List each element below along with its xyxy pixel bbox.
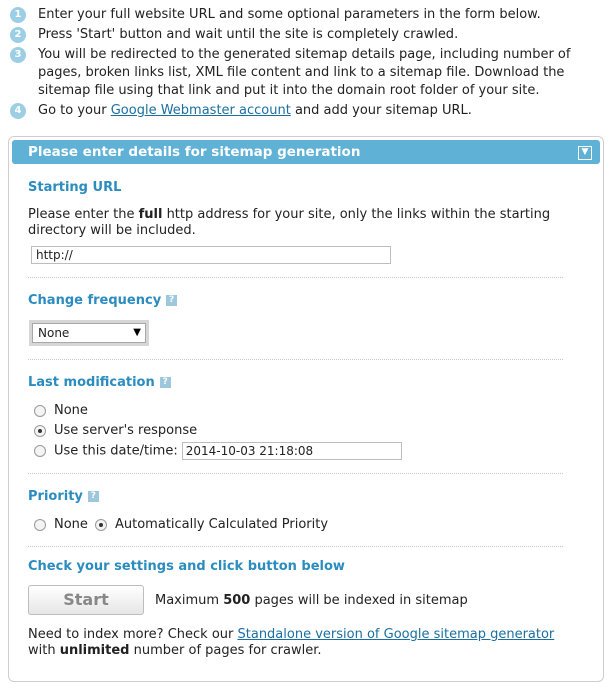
- divider: [28, 546, 563, 547]
- radio-button[interactable]: [34, 519, 46, 531]
- change-frequency-label: Change frequency: [28, 293, 162, 308]
- priority-title: [28, 489, 99, 504]
- help-icon[interactable]: ?: [166, 295, 177, 306]
- note-text: pages will be indexed in sitemap: [250, 593, 468, 608]
- starting-url-title: Starting URL: [28, 180, 122, 195]
- change-frequency-title: [28, 293, 177, 308]
- max-pages-count: 500: [223, 593, 251, 608]
- more-text: Need to index more? Check our: [28, 627, 238, 642]
- description-text: http address for your site, only the links within the starting directory will be included.: [28, 207, 551, 238]
- radio-label: None: [54, 403, 88, 418]
- standalone-version-link[interactable]: Standalone version of Google sitemap generator: [237, 627, 555, 642]
- more-text: number of pages for crawler.: [129, 643, 322, 658]
- chevron-down-icon: ▼: [133, 327, 141, 338]
- step-text: You will be redirected to the generated sitemap details page, including number of pages, broken links list, XML file content and link to a sitemap file. Download the sitemap file using that link and put it into the domain root folder of your site.: [38, 47, 571, 98]
- panel-header: [12, 140, 600, 164]
- step-text: Press 'Start' button and wait until the site is completely crawled.: [38, 27, 459, 42]
- max-pages-note: [155, 593, 468, 609]
- step-text-pre: Go to your: [38, 103, 111, 118]
- help-icon[interactable]: ?: [160, 377, 171, 388]
- unlimited-text: unlimited: [59, 643, 130, 658]
- divider: [28, 473, 563, 474]
- radio-label: Use server's response: [54, 423, 198, 438]
- more-text: with: [28, 643, 60, 658]
- divider: [28, 359, 563, 360]
- select-box[interactable]: [32, 323, 146, 343]
- note-text: Maximum: [155, 593, 224, 608]
- radio-button[interactable]: [34, 425, 46, 437]
- step-number-icon: 4: [10, 103, 26, 119]
- help-icon[interactable]: ?: [88, 491, 99, 502]
- submit-section-title: Check your settings and click button below: [28, 559, 345, 574]
- radio-button[interactable]: [95, 519, 107, 531]
- priority-label: Priority: [28, 489, 83, 504]
- radio-label: Use this date/time:: [54, 443, 178, 459]
- step-number-icon: 3: [10, 47, 26, 63]
- start-button[interactable]: Start: [28, 585, 144, 615]
- instructions-list: [8, 6, 608, 122]
- radio-label: Automatically Calculated Priority: [115, 517, 329, 532]
- radio-button[interactable]: [34, 405, 46, 417]
- change-frequency-select[interactable]: [29, 320, 149, 346]
- starting-url-description: [28, 207, 568, 239]
- radio-option-server-response[interactable]: [34, 423, 197, 439]
- radio-label: None: [54, 517, 88, 532]
- last-modification-title: [28, 375, 171, 390]
- date-time-input[interactable]: 2014-10-03 21:18:08: [182, 442, 402, 460]
- description-text: Please enter the: [28, 207, 139, 222]
- starting-url-input[interactable]: http://: [31, 246, 391, 264]
- google-webmaster-link[interactable]: Google Webmaster account: [110, 103, 291, 118]
- priority-option-auto[interactable]: [95, 517, 328, 533]
- more-info-text: [28, 627, 578, 659]
- step-4: [8, 102, 608, 120]
- step-1: [8, 6, 608, 24]
- priority-option-none[interactable]: [34, 517, 88, 533]
- radio-option-none[interactable]: [34, 403, 88, 419]
- radio-button[interactable]: [34, 445, 46, 457]
- step-number-icon: 1: [10, 7, 26, 23]
- panel-title: Please enter details for sitemap generation: [28, 144, 361, 160]
- selected-value: None: [38, 326, 70, 340]
- step-3: [8, 46, 608, 100]
- sitemap-form-panel: [8, 136, 604, 682]
- divider: [28, 277, 563, 278]
- step-text-post: and add your sitemap URL.: [290, 103, 472, 118]
- collapse-icon[interactable]: ▼: [578, 146, 592, 160]
- step-2: [8, 26, 608, 44]
- last-modification-label: Last modification: [28, 375, 155, 390]
- description-bold: full: [138, 207, 163, 222]
- step-number-icon: 2: [10, 27, 26, 43]
- step-text: Enter your full website URL and some optional parameters in the form below.: [38, 7, 541, 22]
- radio-option-date-time[interactable]: [34, 442, 402, 460]
